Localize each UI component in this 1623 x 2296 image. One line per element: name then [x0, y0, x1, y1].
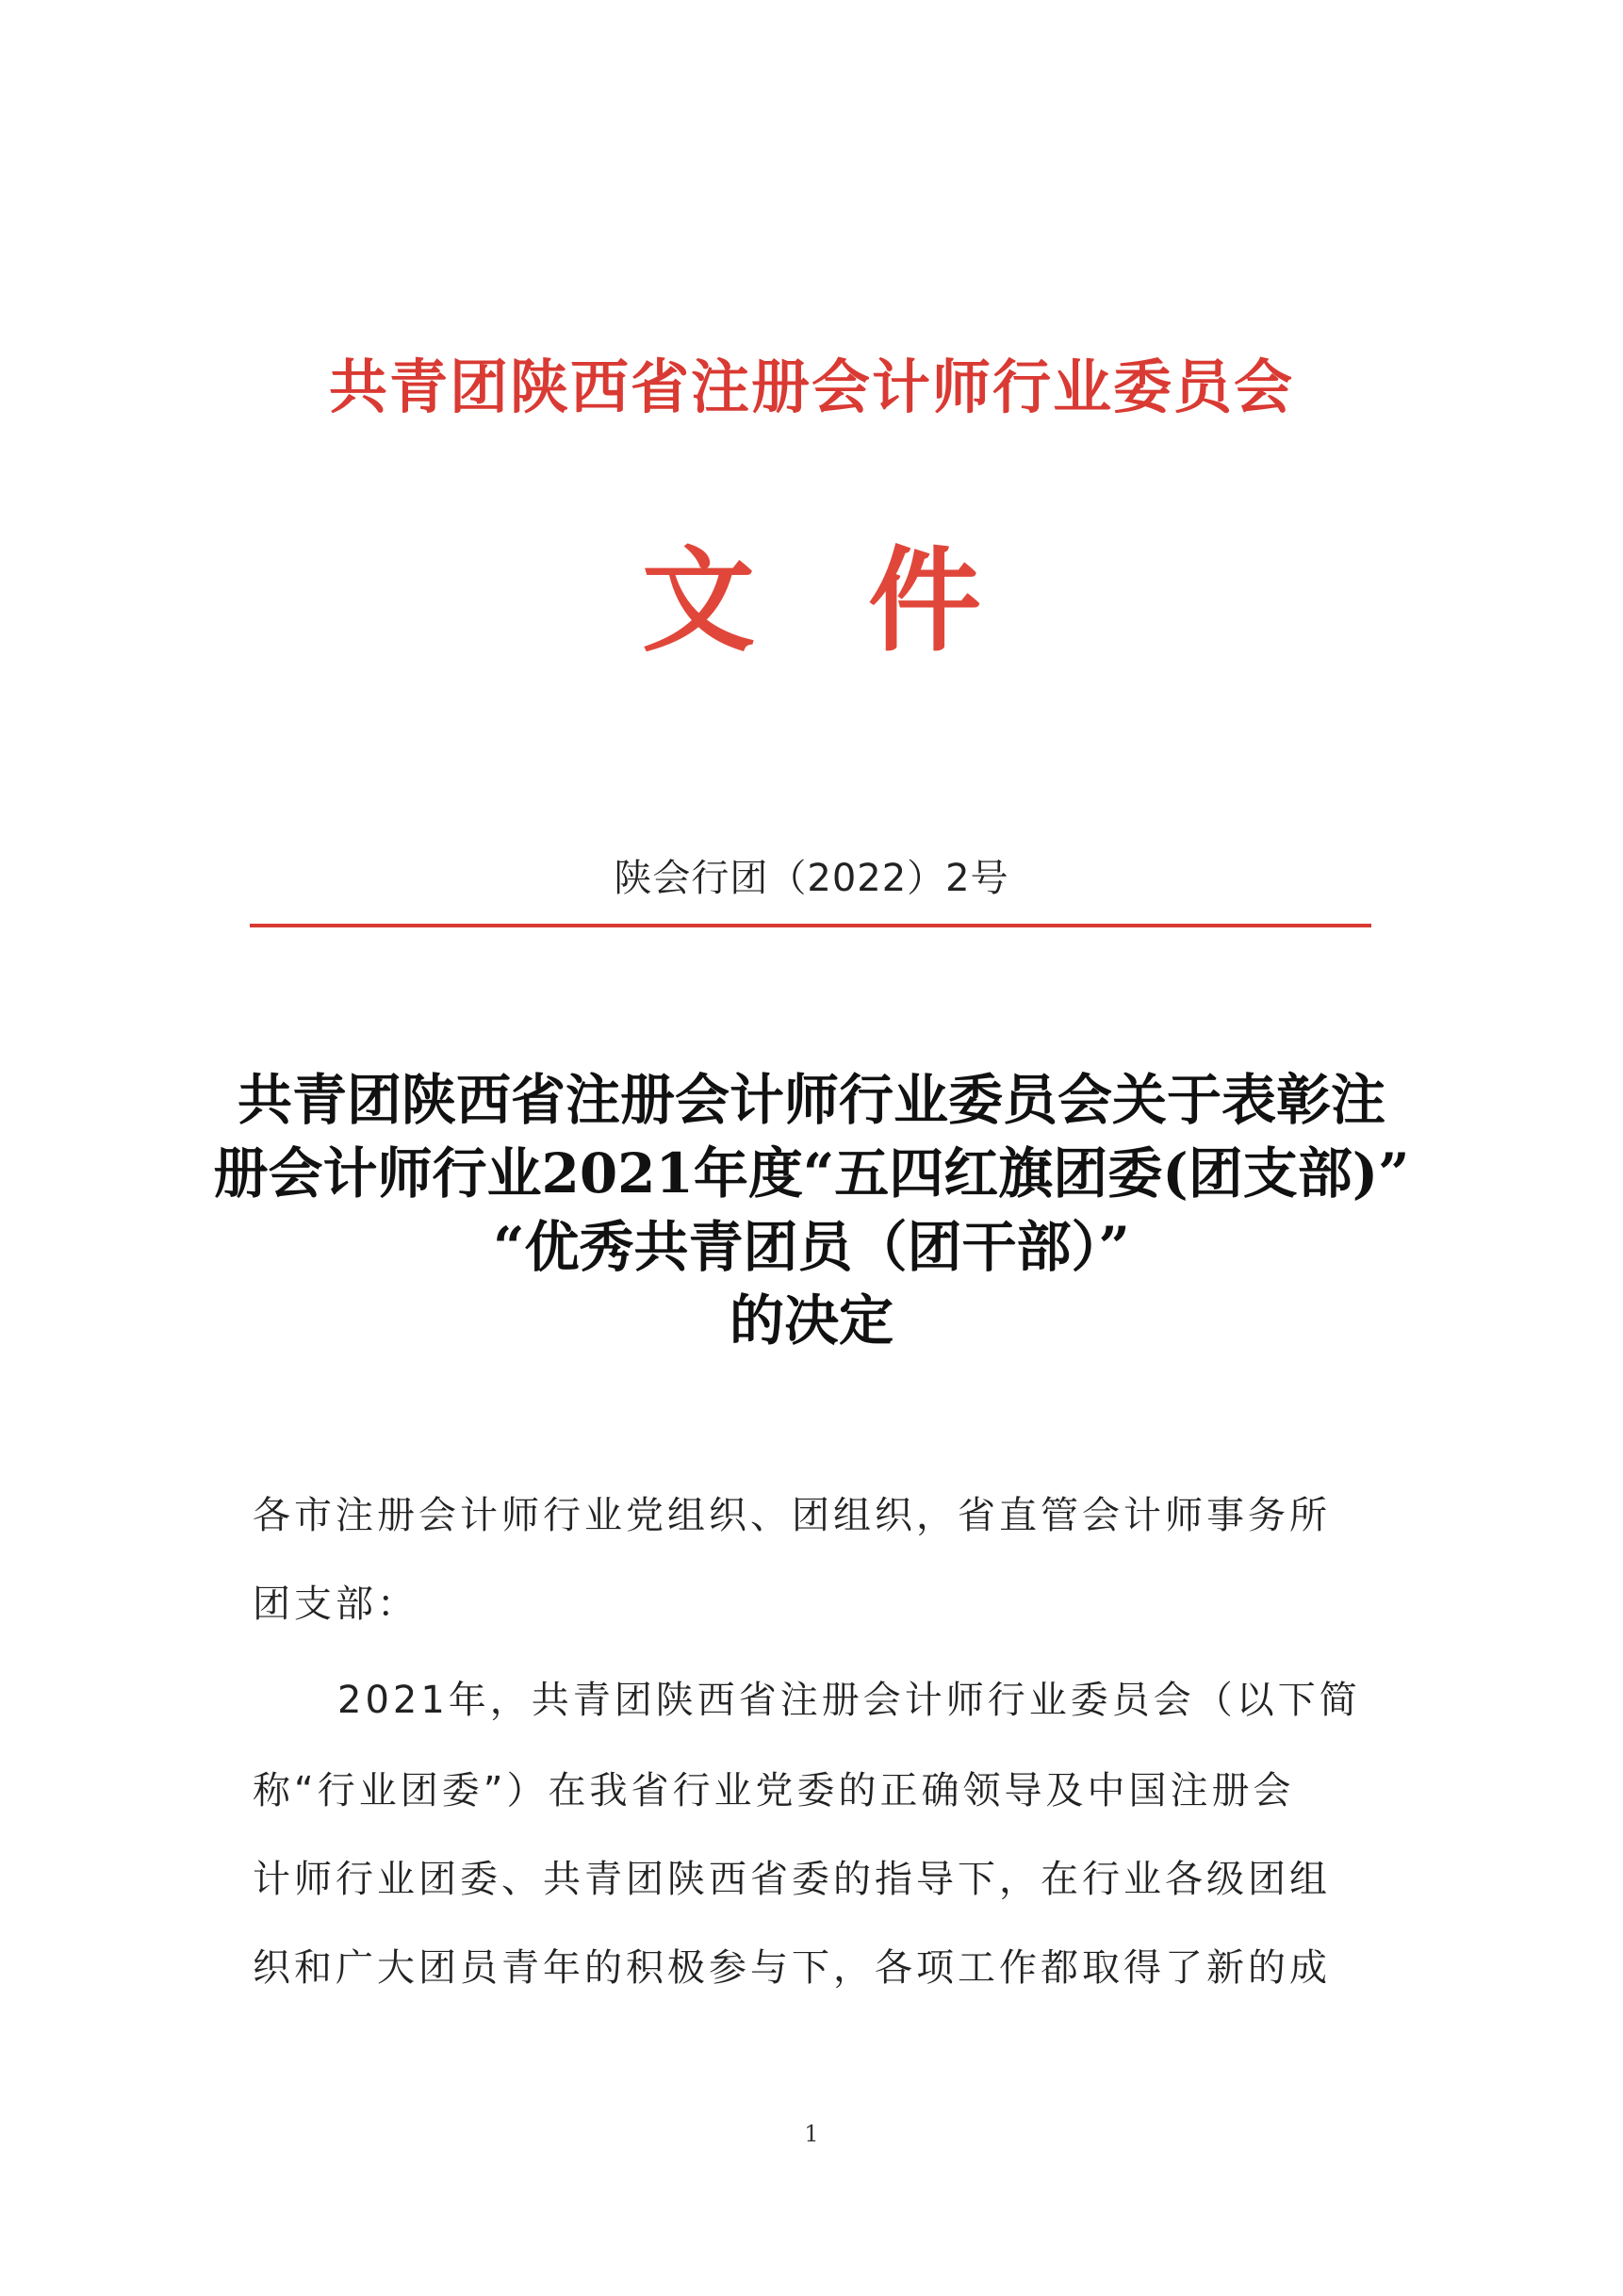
body-line-1: 各市注册会计师行业党组织、团组织，省直管会计师事务所	[253, 1494, 1331, 1537]
title-line-3: “优秀共青团员（团干部）”	[493, 1215, 1130, 1279]
body-line-3: 2021年，共青团陕西省注册会计师行业委员会（以下简	[337, 1679, 1361, 1722]
document-label-char-1: 文	[642, 534, 755, 667]
title-line-1: 共青团陕西省注册会计师行业委员会关于表彰注	[237, 1068, 1385, 1132]
red-divider-line	[250, 924, 1371, 927]
document-title	[151, 1063, 1472, 1357]
issuing-organization-title: 共青团陕西省注册会计师行业委员会	[328, 353, 1294, 421]
body-line-5: 计师行业团委、共青团陕西省委的指导下，在行业各级团组	[253, 1858, 1331, 1901]
body-line-4: 称“行业团委”）在我省行业党委的正确领导及中国注册会	[253, 1769, 1295, 1812]
title-line-2: 册会计师行业2021年度“五四红旗团委(团支部)”	[213, 1141, 1410, 1205]
body-line-6: 织和广大团员青年的积极参与下，各项工作都取得了新的成	[253, 1946, 1331, 1990]
document-label-char-2: 件	[868, 534, 981, 667]
title-line-4: 的决定	[729, 1288, 893, 1353]
document-label	[0, 534, 1623, 667]
document-number: 陕会行团（2022）2号	[614, 857, 1009, 900]
body-line-2: 团支部：	[253, 1583, 418, 1626]
page-number: 1	[804, 2121, 819, 2147]
